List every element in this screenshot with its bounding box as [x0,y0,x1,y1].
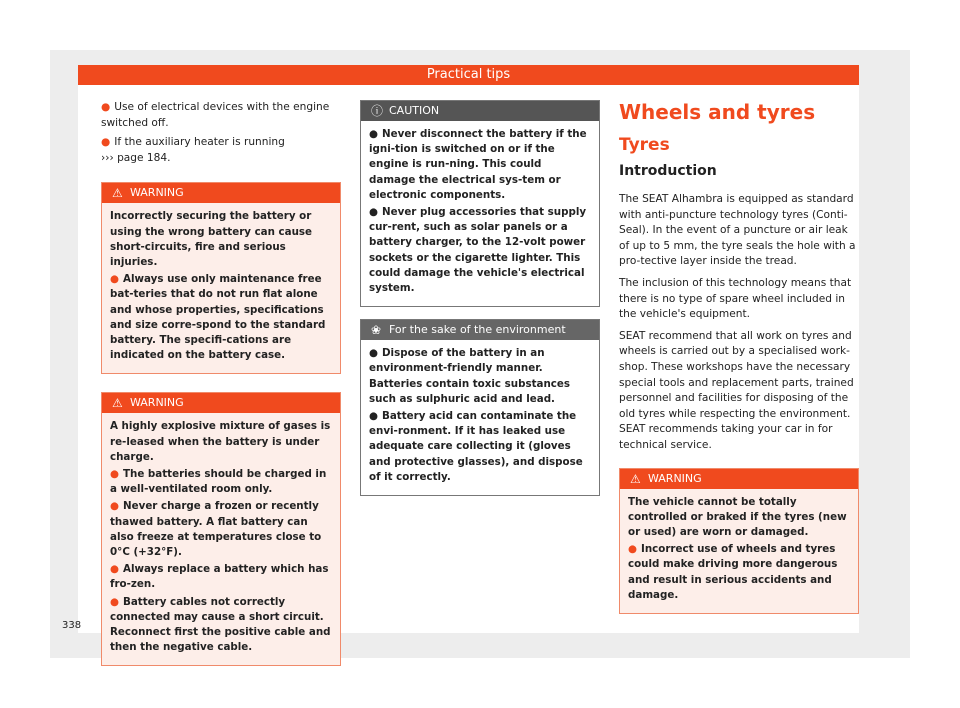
bullet-icon: ● [369,128,378,140]
warning-body [620,489,858,613]
warning-item [628,542,850,603]
column-middle [360,100,600,496]
section-header: Practical tips [78,65,859,85]
page-reference-link[interactable]: ››› page 184. [101,151,171,164]
warning-intro: Incorrectly securing the battery or using the wrong battery can cause short-circuits, fire and serious injuries. [110,210,313,268]
bullet-icon: ● [101,136,111,149]
list-item [101,135,341,166]
bullet-icon: ● [369,347,378,360]
page-number: 338 [62,620,82,631]
caution-item-text: Never disconnect the battery if the igni-tion is switched on or if the engine is run-ning. This could damage the electrical sys-tem or electronic components. [369,128,587,201]
list-item [101,100,341,131]
bullet-icon: ● [110,273,119,286]
environment-item-text: Dispose of the battery in an environment-friendly manner. Batteries contain toxic substances such as sulphuric acid and lead. [369,347,570,405]
warning-label: WARNING [130,396,184,410]
info-circle-icon: ⓘ [371,104,384,118]
subsection-title: Introduction [619,163,717,179]
paragraph: SEAT recommend that all work on tyres and wheels is carried out by a specialised work-shop. These workshops have the necessary special tools and replacement parts, trained personnel and facilities for disposing of the old tyres while respecting the environment. SEAT recommends taking your car in for technical service. [619,329,854,451]
warning-intro: A highly explosive mixture of gases is re-leased when the battery is under charge. [110,420,331,463]
flower-icon: ❀ [371,323,382,338]
caution-item [369,127,591,203]
bullet-icon: ● [110,468,119,481]
bullet-icon: ● [110,563,119,576]
warning-item [110,467,332,497]
warning-triangle-icon: ⚠ [630,471,641,486]
caution-item [369,205,591,296]
list-item-text: Use of electrical devices with the engine switched off. [101,101,330,129]
warning-item-text: Never charge a frozen or recently thawed battery. A flat battery can also freeze at temperatures close to 0°C (+32°F). [110,500,322,559]
bullet-icon: ● [369,206,378,219]
chapter-title: Wheels and tyres [619,100,816,124]
caution-body [361,121,599,306]
warning-header [102,183,340,203]
environment-item [369,409,591,485]
warning-item-text: Battery cables not correctly connected may cause a short circuit. Reconnect first the positive cable and then the negative cable. [110,595,331,654]
warning-box-battery-securing [101,182,341,374]
warning-box-tyres [619,468,859,614]
warning-triangle-icon: ⚠ [112,396,123,411]
caution-item-text: Never plug accessories that supply cur-rent, such as solar panels or a battery charger, to the 12-volt power sockets or the cigarette lighter. This could damage the vehicle's electrical system. [369,206,587,295]
list-item-text: If the auxiliary heater is running [114,136,285,149]
environment-label: For the sake of the environment [389,323,566,337]
caution-box [360,100,600,307]
warning-item [110,272,332,363]
column-left [101,100,341,666]
environment-body [361,340,599,495]
warning-header [620,469,858,489]
caution-label: CAUTION [389,104,440,117]
warning-body [102,203,340,373]
bullet-icon: ● [628,543,637,556]
environment-box [360,319,600,496]
warning-label: WARNING [130,186,184,200]
column-right [619,100,859,614]
warning-item [110,562,332,592]
warning-item [110,499,332,560]
warning-label: WARNING [648,471,702,485]
warning-triangle-icon: ⚠ [112,186,123,201]
caution-header [361,101,599,121]
warning-intro: The vehicle cannot be totally controlled or braked if the tyres (new or used) are worn or damaged. [628,495,847,538]
bullet-icon: ● [110,500,119,513]
warning-item-text: Always use only maintenance free bat-teries that do not run flat alone and whose properties, specifications and size corre-spond to the standard battery. The specifi-cations are indicated on the battery case. [110,273,326,362]
environment-item-text: Battery acid can contaminate the envi-ronment. If it has leaked use adequate care collecting it (gloves and protective glasses), and dispose of it correctly. [369,410,583,483]
environment-header [361,320,599,340]
section-title: Tyres [619,135,670,155]
bullet-icon: ● [369,410,378,423]
warning-item-text: Always replace a battery which has fro-zen. [110,563,329,591]
warning-item [110,595,332,656]
warning-box-battery-charging [101,392,341,666]
bullet-icon: ● [110,595,119,608]
warning-header [102,393,340,413]
warning-body [102,413,340,665]
paragraph: The inclusion of this technology means that there is no type of spare wheel included in the vehicle's equipment. [619,276,852,321]
paragraph: The SEAT Alhambra is equipped as standard with anti-puncture technology tyres (Conti-Seal). In the event of a puncture or air leak of up to 5 mm, the tyre seals the hole with a pro-tective layer inside the tread. [619,193,856,268]
warning-item-text: The batteries should be charged in a well-ventilated room only. [110,468,327,496]
bullet-icon: ● [101,101,111,113]
environment-item [369,346,591,407]
warning-item-text: Incorrect use of wheels and tyres could make driving more dangerous and result in serious accidents and damage. [628,543,838,601]
